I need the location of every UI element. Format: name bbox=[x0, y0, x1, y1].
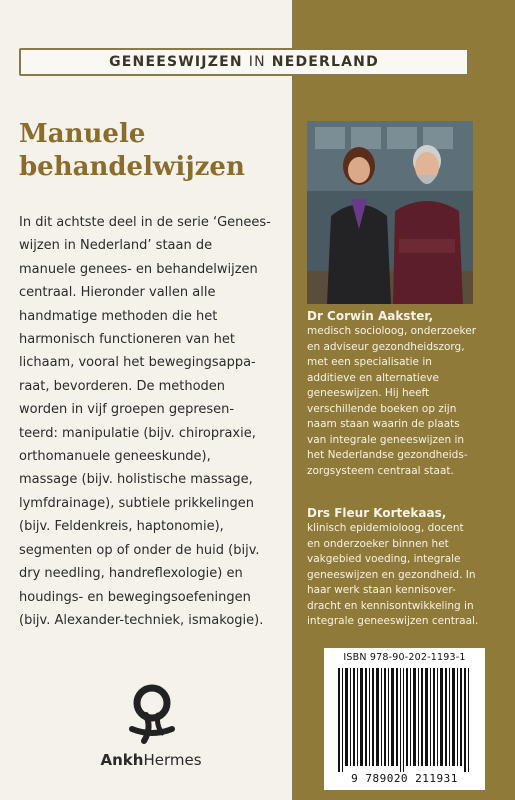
blurb-line: lichaam, vooral het bewegingsappa- bbox=[19, 355, 256, 371]
blurb-line: lymfdrainage), subtiele prikkelingen bbox=[19, 495, 254, 511]
author2-bio-line: haar werk staan kennisover- bbox=[307, 584, 456, 596]
author2-bio bbox=[307, 505, 503, 630]
blurb-line: orthomanuele geneeskunde), bbox=[19, 449, 211, 465]
blurb-line: dry needling, handreflexologie) en bbox=[19, 566, 243, 582]
author1-bio-line: verschillende boeken op zijn bbox=[307, 402, 457, 415]
blurb-line: worden in vijf groepen gepresen- bbox=[19, 402, 235, 418]
author1-bio-line: additieve en alternatieve bbox=[307, 371, 439, 384]
blurb-line: (bijv. Alexander-techniek, ismakogie). bbox=[19, 612, 264, 628]
blurb-line: teerd: manipulatie (bijv. chiropraxie, bbox=[19, 425, 256, 441]
author1-bio-line: medisch socioloog, onderzoeker bbox=[307, 325, 477, 337]
blurb-text bbox=[19, 211, 291, 632]
author1-bio-line: met een specialisatie in bbox=[307, 356, 432, 368]
barcode-icon bbox=[324, 648, 485, 790]
blurb-line: raat, bevorderen. De methoden bbox=[19, 378, 226, 394]
publisher-logo-icon bbox=[122, 683, 182, 749]
blurb-line: segmenten op of onder de huid (bijv. bbox=[19, 542, 260, 558]
blurb-line: wijzen in Nederland’ staan de bbox=[19, 238, 213, 254]
author2-bio-line: integrale geneeswijzen centraal. bbox=[307, 615, 479, 627]
author-photo bbox=[307, 121, 473, 304]
book-title-line: Manuele bbox=[19, 119, 146, 149]
author1-bio bbox=[307, 308, 503, 479]
series-banner bbox=[19, 48, 469, 76]
author1-bio-line: het Nederlandse gezondheids- bbox=[307, 449, 468, 461]
author2-bio-line: en onderzoeker binnen het bbox=[307, 537, 449, 550]
blurb-line: houdings- en bewegingsoefeningen bbox=[19, 589, 251, 605]
blurb-line: handmatige methoden die het bbox=[19, 308, 218, 324]
author1-bio-line: naam staan waarin de plaats bbox=[307, 418, 460, 430]
book-title-line: behandelwijzen bbox=[19, 152, 245, 182]
author1-bio-line: van integrale geneeswijzen in bbox=[307, 433, 465, 446]
barcode-box bbox=[324, 648, 485, 790]
blurb-line: manuele genees- en behandelwijzen bbox=[19, 261, 258, 277]
author2-bio-line: dracht en kennisontwikkeling in bbox=[307, 599, 474, 612]
blurb-line: massage (bijv. holistische massage, bbox=[19, 472, 253, 488]
barcode-number: 9 789020 211931 bbox=[351, 772, 458, 785]
author2-bio-line: geneeswijzen en gezondheid. In bbox=[307, 568, 476, 581]
author1-name: Dr Corwin Aakster, bbox=[307, 309, 434, 323]
author1-bio-line: geneeswijzen. Hij heeft bbox=[307, 387, 430, 399]
blurb-line: In dit achtste deel in de serie ‘Genees- bbox=[19, 215, 271, 230]
blurb-line: centraal. Hieronder vallen alle bbox=[19, 285, 216, 301]
author1-bio-line: zorgsysteem centraal staat. bbox=[307, 464, 454, 477]
series-name-part3: NEDERLAND bbox=[271, 54, 379, 70]
blurb-line: harmonisch functioneren van het bbox=[19, 332, 235, 348]
author2-bio-line: klinisch epidemioloog, docent bbox=[307, 522, 464, 534]
series-name-part1: GENEESWIJZEN bbox=[109, 54, 243, 70]
publisher-name-part2: Hermes bbox=[143, 751, 202, 769]
author2-name: Drs Fleur Kortekaas, bbox=[307, 506, 447, 520]
publisher-name bbox=[91, 751, 211, 769]
book-title bbox=[19, 118, 284, 184]
publisher-name-part1: Ankh bbox=[100, 751, 144, 769]
blurb-line: (bijv. Feldenkreis, haptonomie), bbox=[19, 519, 224, 535]
author2-bio-line: vakgebied voeding, integrale bbox=[307, 553, 461, 565]
series-name-part2: IN bbox=[248, 54, 266, 70]
author1-bio-line: en adviseur gezondheidszorg, bbox=[307, 340, 465, 353]
isbn-label: ISBN 978-90-202-1193-1 bbox=[343, 652, 466, 663]
